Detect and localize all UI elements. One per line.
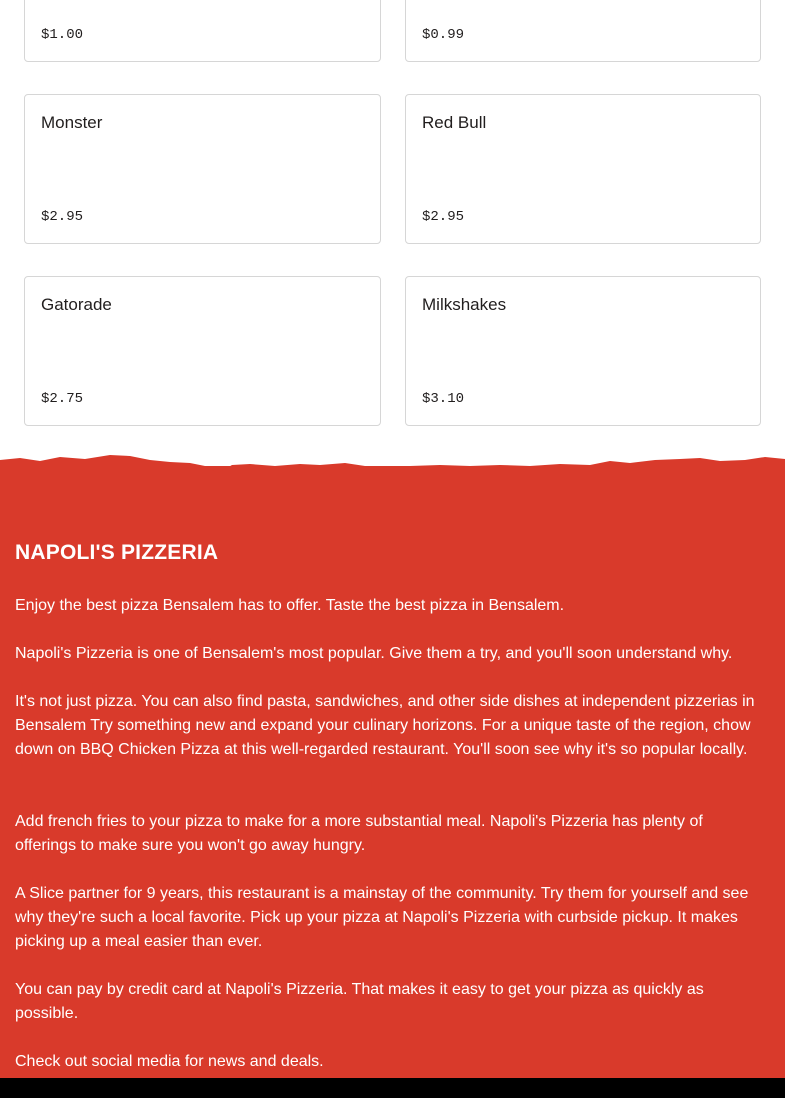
description-paragraph: Check out social media for news and deals. [15,1053,324,1070]
menu-item-name: Red Bull [422,113,487,132]
description-paragraph: Napoli's Pizzeria is one of Bensalem's most popular. Give them a try, and you'll soon understand why. [15,645,733,662]
menu-item-card[interactable] [24,0,381,62]
menu-item-card[interactable] [405,0,761,62]
menu-item-price: $2.75 [41,391,84,407]
description-paragraph: You can pay by credit card at Napoli's Pizzeria. That makes it easy to get your pizza as quickly as possible. [15,981,704,1022]
menu-item-price: $2.95 [41,209,84,225]
menu-item-price: $1.00 [41,27,84,43]
menu-item-card-gatorade[interactable] [24,276,381,426]
menu-item-price: $2.95 [422,209,465,225]
description-paragraph: A Slice partner for 9 years, this restaurant is a mainstay of the community. Try them for yourself and see why they're such a local favorite. Pick up your pizza at Napoli's Pizzeria with curbside pickup. It makes picking up a meal easier than ever. [15,885,749,950]
restaurant-info-footer [0,466,785,1078]
menu-item-card-monster[interactable] [24,94,381,244]
menu-item-card-milkshakes[interactable] [405,276,761,426]
menu-item-grid [0,0,785,460]
menu-item-name: Monster [41,113,103,132]
menu-item-card-red-bull[interactable] [405,94,761,244]
torn-paper-edge [0,454,785,494]
description-paragraph: Enjoy the best pizza Bensalem has to offer. Taste the best pizza in Bensalem. [15,597,565,614]
bottom-bar [0,1078,785,1098]
menu-item-price: $0.99 [422,27,465,43]
menu-item-name: Milkshakes [422,295,507,314]
menu-item-name: Gatorade [41,295,112,314]
restaurant-name-heading: NAPOLI'S PIZZERIA [15,541,219,564]
menu-item-price: $3.10 [422,391,465,407]
description-paragraph: It's not just pizza. You can also find pasta, sandwiches, and other side dishes at independent pizzerias in Bensalem Try something new and expand your culinary horizons. For a unique taste of the region, chow down on BBQ Chicken Pizza at this well-regarded restaurant. You'll soon see why it's so popular locally. [15,693,755,758]
description-paragraph: Add french fries to your pizza to make for a more substantial meal. Napoli's Pizzeria has plenty of offerings to make sure you won't go away hungry. [15,813,703,854]
